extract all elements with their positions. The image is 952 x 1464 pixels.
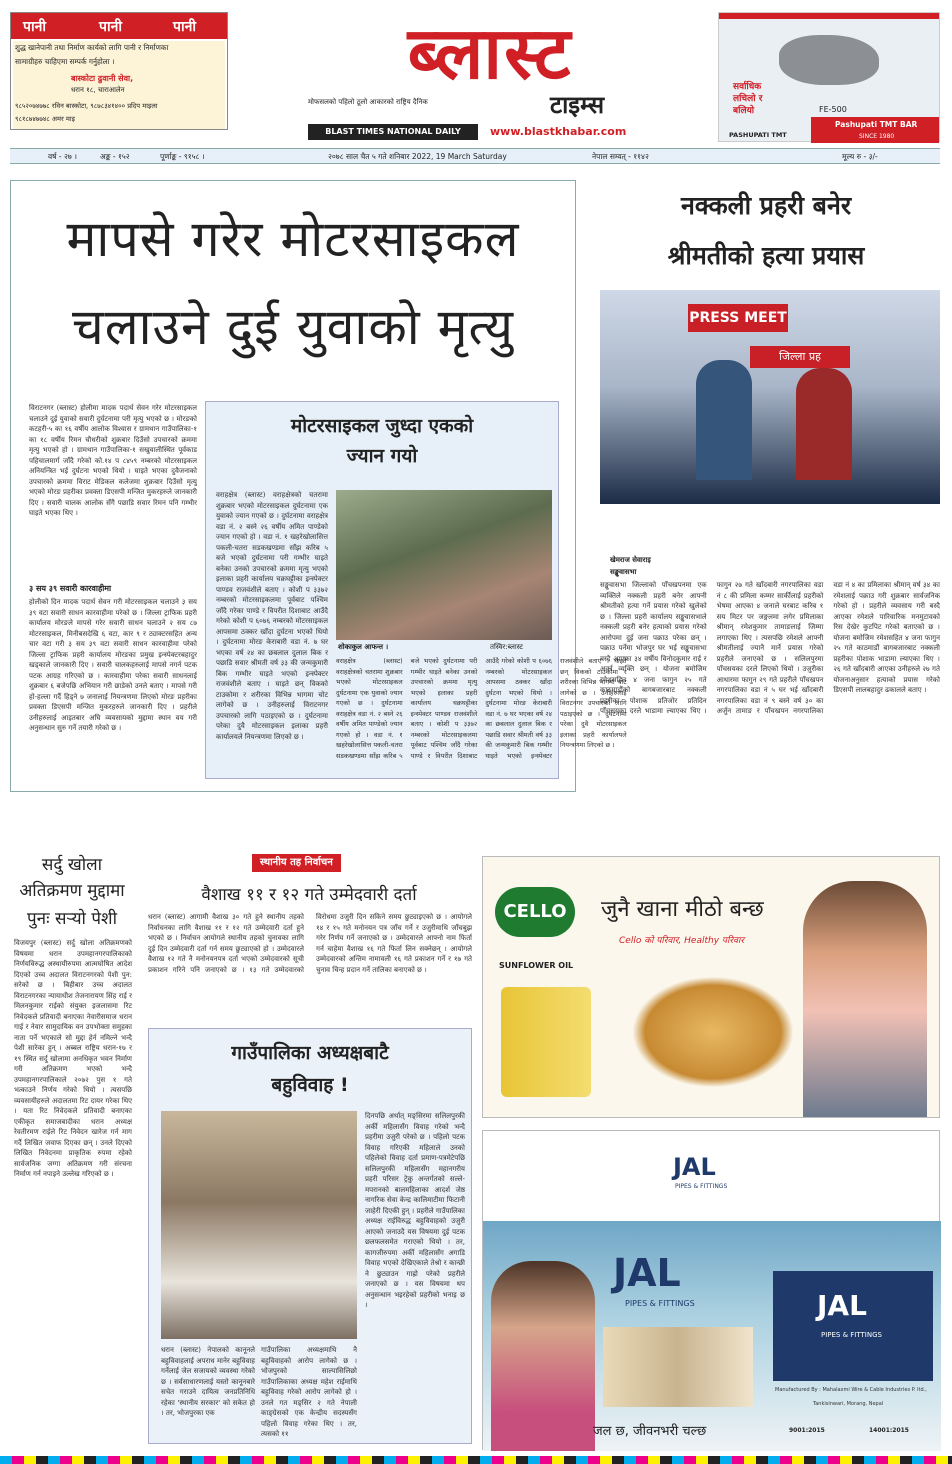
ad-since: SINCE 1980: [859, 133, 895, 140]
ad-company-name: बास्कोटा ढुवानी सेवा,: [71, 74, 134, 83]
pipes-image: [603, 1327, 753, 1407]
jal-advert[interactable]: [482, 1130, 940, 1450]
cello-advert[interactable]: [482, 856, 940, 1118]
total-issue: पूर्णाङ्क - ९१५८ ।: [160, 152, 205, 161]
gaupalika-body-right: दिनपछि अर्थात् मङ्सिरमा सलिलपुरकी अर्की महिलासँग विवाह गरेको भन्दै प्रहरीमा उजुरी परेको छ । पहिलो पटक विवाह गरिएकी महिलाले उनको पहिलेको विवाह दर्ता प्रमाण-पत्रमेटेपछि सलिलपुरकी महिलासँग महानगरीय प्रहरी परिसर ट्रेकु अन्तर्गतको सल्ले-मपरानको बालमहिलाका आदर्श जेष्ठ नागरिक सेवा केन्द्र कालिमाटीमा फिटानी जाहेरी दिएकी हुन् । प्रहरीले गाउँपालिका अध्यक्ष राईविरुद्ध बहुविवाहको उजुरी आएको जनाउदै यस विषयमा दुई पटक छलफलसमेत गराएको थियो । तर, कागजीरुपमा अर्की महिलासँग अगाडि विवाह भएको देखिएकाले तेश्रो र कान्छी ने छुट्याउन गाह्रो परेको प्रहरीले जनाएको छ । यस विषयमा थप अनुसन्धान भइरहेको प्रहरीको भनाइ छ ।: [365, 1112, 465, 1309]
cello-logo: CELLO: [495, 887, 575, 937]
right-advert[interactable]: [718, 12, 940, 142]
gaupalika-headline-2[interactable]: बहुविवाह !: [271, 1074, 349, 1096]
inset-body-col-1: वराहक्षेत्र (ब्लास्ट) वराहक्षेत्रको चतरामा शुक्रबार भएको मोटरसाइकल दुर्घटनामा एक युवाको ज्यान गएको छ । दुर्घटनामा वराहक्षेत्र वडा नं. २ बस्ने २६ वर्षीय अमित पाण्डेको ज्यान गएको हो । वडा नं. १ खहरेखोलासित्त पकली-चतरा सडकखण्डमा साँझ करिब ५ बजे भएको दुर्घटनामा परी गम्भीर घाइते बनेका उनको उपचारको क्रममा मृत्यु भएको इलाका प्रहरी कार्यालय चक्रघट्टीका इन्स्पेक्टर पाण्डव राजवंशीले बताए । कोशी प ३३७२ नम्बरको मोटरसाइकलमा पूर्वबाट पश्चिम जाँदै गरेका पाण्डे र विपरीत दिशाबाट आउँदै गरेको कोशी प ६०७६ नम्बरको मोटरसाइकल आपसमा ठक्कर खाँदा दुर्घटना भएको थियो । दुर्घटनामा मोरङ केराबारी वडा नं. ७ घर भएका वर्ष २४ का छबलाल दुलाल बिक र पछाडि सवार श्रीमती वर्ष ३३ की जन्मकुमारी बिक गम्भीर घाइते भएको इन्स्पेक्टर राजवंशीले बताए । घाइते छन् विकको टाउकोमा र शरीरका विभिन्न भागमा चोट लागेको छ । उनीहरुलाई विराटनगर उपचारको लागि पठाइएको छ । दुर्घटनामा परेका दुवै मोटरसाइकल इलाका प्रहरी कार्यालयले नियन्त्रणमा लिएको छ ।: [216, 491, 328, 741]
ad-phones-2: ९८१८७४७७४८ अमर माइ: [15, 115, 75, 123]
ad-line-1: शुद्ध खानेपानी तथा निर्माण कार्यको लागि पानी र निर्माणका: [15, 43, 169, 52]
masthead-logo[interactable]: ब्लास्ट: [407, 10, 573, 95]
masthead-website[interactable]: www.blastkhabar.com: [490, 125, 627, 138]
police-story: [592, 180, 940, 792]
election-tag: स्थानीय तह निर्वाचन: [252, 854, 341, 872]
sardu-headline-1[interactable]: सर्दु खोला: [41, 855, 103, 875]
ad-brand-2: Pashupati TMT BAR: [835, 120, 918, 129]
inset-headline-2[interactable]: ज्यान गयो: [346, 445, 418, 467]
ad-grade: FE-500: [819, 105, 847, 114]
lead-headline-line-1[interactable]: मापसे गरेर मोटरसाइकल: [66, 210, 520, 268]
inset-headline-1[interactable]: मोटरसाइकल जुध्दा एकको: [290, 415, 474, 437]
gaupalika-story: [148, 1028, 472, 1444]
boy-image: [803, 881, 927, 1117]
police-headline-2[interactable]: श्रीमतीको हत्या प्रयास: [667, 241, 865, 270]
sardu-body: विजयपुर (ब्लास्ट) सर्दु खोला अतिक्रमणको विषयमा धरान उपमहानगरपालिकाको निर्णयविरुद्ध अस्थायीरुपमा आत्मघोषित आदेश दिएको उच्च अदालत विराटनगरको पेशी पुन: सरेको छ । बिहीबार उच्च अदालत विराटनगरका न्यायाधीश तेजनारायण सिंह राई र मिलनकुमार राईको संयुक्त इजलासमा रिट निवेदकले प्रतिवादी बनाएका नेवारीसमाज धरान गाई र नेवार सामुदायिक वन उपभोक्ता समुहका नाता पर्ने भएकाले सो मुद्दा हेर्न नमिल्ने भन्दै पेशी सारेका हुन् । अब्बल राष्ट्रिय धरान-१७ र १९ स्थित सर्दु खोलामा अनधिकृत भवन निर्माण गरी अतिक्रमण भएको भन्दै उपमहानगरपालिकाले २०७२ पुस १ गते भत्काउने निर्णय गरेको थियो । त्यसपछि व्यवसायीहरुले अदालतमा रिट दायर गरेका थिए । यता रिट निवेदकले प्रतिवादी बनाएका एकीकृत समाजबादीका धरान अध्यक्ष रेवतीरमण राईले रिट निवेदन खारेज गर्न माग गर्दै लिखित जवाफ दिएका छन् । उनले दिएको लिखित निवेदनमा प्राकृतिक रुपमा रहेको सार्वजनिक जग्गा अतिक्रमण गरी संरचना निर्माण गर्न नपाइने उल्लेख गरिएको छ ।: [14, 939, 132, 1178]
left-advert[interactable]: [10, 12, 228, 130]
jal-side-panel: [773, 1271, 933, 1381]
masthead-english-name: BLAST TIMES NATIONAL DAILY: [308, 124, 478, 140]
noodle-bowl: [633, 977, 793, 1087]
masthead: [300, 8, 680, 148]
jal-top-logo: JAL: [673, 1153, 716, 1181]
press-banner: PRESS MEET: [688, 304, 788, 332]
elephant-image: [779, 35, 879, 85]
iso-badge-1: 9001:2015: [789, 1427, 825, 1434]
price: मूल्य रु - ३/-: [842, 152, 878, 161]
volume: वर्ष - २७ ।: [48, 152, 78, 161]
man-2: [796, 368, 852, 480]
sardu-headline-2[interactable]: अतिक्रमण मुद्दामा: [19, 881, 125, 901]
gaupalika-body-left: धरान (ब्लास्ट) नेपालको कानूनले बहुविवाहलाई अपराध मानेर बहुविवाह गर्नेलाई जेल सजायको व्यवस्था गरेको छ । सर्वसाधारणलाई यस्तो कानूनबारे सचेत गराउने दायित्व जनप्रतिनिधि रहेका 'स्थानीय सरकार' को सकेत हो । तर, भोजपुरका एक: [161, 1346, 255, 1417]
photo-credit: तस्विर:ब्लास्ट: [490, 643, 523, 651]
jal-big-sub: PIPES & FITTINGS: [625, 1299, 695, 1308]
cello-product: SUNFLOWER OIL: [499, 961, 574, 970]
iso-badge-2: 14001:2015: [869, 1427, 909, 1434]
masthead-sublogo: टाइम्स: [550, 91, 605, 119]
woman-image: [491, 1261, 595, 1451]
jal-address: Tankisinwari, Morang, Nepal: [813, 1401, 884, 1407]
election-body: धरान (ब्लास्ट) आगामी वैशाख ३० गते हुने स्थानीय तहको निर्वाचनका लागि वैशाख ११ र १२ गते उम्मेदवारी दर्ता हुने भएको छ । निर्वाचन आयोगले स्थानीय तहको चुनावका लागि दुई दिन उम्मेदवारी दर्ता गर्न समय छुट्याएको हो । उम्मेदवारले वैशाख १२ गते नै मनोनयनपत्र दर्ता भएको उम्मेदवारको सूची प्रकाशन गरिने पनि जनाएको छ । १३ गते उम्मेदवारको विरोधमा उजुरी दिन सकिने समय छुट्याइएको छ । आयोगले १४ र १५ गते मनोनयन पत्र जाँच गर्ने र उजुरीमाथि जाँचबुझ गरेर निर्णय गर्ने जनाएको छ । उम्मेदवारले आफ्नो नाम फिर्ता गर्न चाहेमा वैशाख १६ गते फिर्ता लिन सक्नेछन् । आयोगले उम्मेदवारको अन्तिम नामावली १६ गते प्रकाशन गर्ने र १७ गते चुनाव चिन्ह प्रदान गर्ने तालिका बनाएको छ ।: [148, 913, 472, 974]
sardu-story: [10, 852, 134, 1452]
inset-body-col-2: वराहक्षेत्र (ब्लास्ट) वराहक्षेत्रको चतरामा शुक्रबार भएको मोटरसाइकल दुर्घटनामा एक युवाको ज्यान गएको छ । दुर्घटनामा वराहक्षेत्र वडा नं. २ बस्ने २६ वर्षीय अमित पाण्डेको ज्यान गएको हो । वडा नं. १ खहरेखोलासित्त पकली-चतरा सडकखण्डमा साँझ करिब ५ बजे भएको दुर्घटनामा परी गम्भीर घाइते बनेका उनको उपचारको क्रममा मृत्यु भएको इलाका प्रहरी कार्यालय चक्रघट्टीका इन्स्पेक्टर पाण्डव राजवंशीले बताए । कोशी प ३३७२ नम्बरको मोटरसाइकलमा पूर्वबाट पश्चिम जाँदै गरेका पाण्डे र विपरीत दिशाबाट आउँदै गरेको कोशी प ६०७६ नम्बरको मोटरसाइकल आपसमा ठक्कर खाँदा दुर्घटना भएको थियो । दुर्घटनामा मोरङ केराबारी वडा नं. ७ घर भएका वर्ष २४ का छबलाल दुलाल बिक र पछाडि सवार श्रीमती वर्ष ३३ की जन्मकुमारी बिक गम्भीर घाइते भएको इन्स्पेक्टर राजवंशीले बताए । घाइते छन् विकको टाउकोमा र शरीरका विभिन्न भागमा चोट लागेको छ । उनीहरुलाई विराटनगर उपचारको लागि पठाइएको छ । दुर्घटनामा परेका दुवै मोटरसाइकल इलाका प्रहरी कार्यालयले नियन्त्रणमा लिएको छ ।: [336, 657, 627, 760]
jal-side-sub: PIPES & FITTINGS: [821, 1331, 882, 1339]
photo-caption: शोकाकुल आफन्त ।: [338, 643, 389, 651]
ad-tab-1: पानी: [23, 19, 46, 35]
lead-body-2: होलीको दिन मादक पदार्थ सेवन गरी मोटरसाइकल चलाउने ३ सय ३९ वटा सवारी साधन कारवाहीमा परेको छ । जिल्ला ट्राफिक प्रहरी कार्यालय मोरङले मापसे गरेर सवारी साधन चलाउने २ सय ८७ मोटरसाइकल, मिनीबसदेखि ६ वटा, कार ९ र ट्याक्टरसहित अन्य चार वटा गरी ३ सय ३९ वटा सवारी साधन कारवाहीमा परेको जिल्ला ट्राफिक प्रहरी कार्यालय मोरङका प्रमुख इन्स्पेक्टरबहादुर खड्काले जानकारी दिए । सवारी चालकहरुलाई मापसे नगर्न पटक पटक आग्रह गरिएको छ । कारवाहीमा परेका सवारी साधनलाई शुक्रबार ६ बजेपछि अभियान गरी छाडेको उनले बताए । मापसे गरी हो-हल्ला गर्दै हिड्ने ७ जनालाई नियन्त्रणमा लिएको मोरङ प्रहरीका प्रवक्ता डिएसपी मन्जित मुकरहरुले जानकारी दिए । प्रहरीले उनीहरुलाई आइतबार अघि व्यवसायको मुद्दामा स्थान वय गरी अनुसन्धान सुरु गर्ने तयारी गरेको छ ।: [29, 598, 197, 732]
accident-photo: [336, 490, 552, 640]
jal-manufacturer: Manufactured By : Mahalaxmi Wire & Cable Industries P. ltd.,: [775, 1387, 927, 1393]
press-photo: [600, 290, 940, 504]
oil-bottles: [501, 987, 591, 1097]
man-1: [696, 360, 752, 480]
ad-text-1: सर्वाधिक: [733, 82, 762, 92]
ad-address: धरान १८, चाराआलेन: [71, 86, 125, 94]
jal-side-logo: JAL: [817, 1289, 867, 1322]
registration-bar: [0, 1456, 952, 1464]
gaupalika-headline-1[interactable]: गाउँपालिका अध्यक्षबाटै: [231, 1042, 389, 1064]
issue: अङ्क - १५२: [100, 152, 130, 161]
masthead-tagline: मोफसलको पहिलो ठूलो आकारको राष्ट्रिय दैनिक: [308, 98, 428, 106]
ad-tab-3: पानी: [173, 19, 196, 35]
date: २०७८ साल चैत ५ गते शनिबार 2022, 19 March Saturday: [328, 152, 507, 161]
ad-tab-2: पानी: [99, 19, 122, 35]
ad-text-2: लचिलो र: [733, 94, 763, 104]
lead-subhead: ३ सय ३९ सवारी कारवाहीमा: [29, 584, 112, 593]
cello-slogan: जुनै खाना मीठो बन्छ: [601, 897, 764, 922]
ad-text-3: बलियो: [733, 106, 755, 116]
wedding-photo: [161, 1111, 357, 1339]
ad-brand-1: PASHUPATI TMT: [729, 131, 787, 139]
ad-line-2: सामाग्रीहरु चाहिएमा सम्पर्क गर्नुहोला ।: [15, 57, 115, 66]
byline-2: सङ्खुवासभा: [610, 568, 637, 576]
press-board: जिल्ला प्रह: [750, 346, 850, 368]
cello-tagline: Cello को परिवार, Healthy परिवार: [619, 936, 745, 946]
police-body: सङ्खुवासभा जिल्लाको पाँचखपनमा एक व्यक्तिले नक्कली प्रहरी बनेर आफ्नी श्रीमतीको हत्या गर्ने प्रयास गरेको खुलेको छ । जिल्ला प्रहरी कार्यालय सङ्खुवासभाले नक्कली प्रहरी बनेर हत्याको प्रयास गरेको आरोपमा दुई जना पक्राउ परेका छन् । पक्राउ पर्नेमा भोजपुर घर भई सङ्खुवासभा बस्दै आएका ३४ वर्षीय विनोदकुमार राई र अर्का व्यक्ति छन् । योजना बमोजिम रमेशसहित ४ जना फागुन २५ गते काठमाडौंको बागबजारबाट नक्कली प्रहरीका पोशाक प्रतिजोर प्रतिदिन पाँचसयका दरले भाडामा ल्याएका थिए । फागुन २७ गते खाँदबारी नगरपालिका वडा नं ८ की प्रमिला कम्मर सार्कीलाई प्रहरीको भेषमा आएका ४ जनाले घरबाट करिब १ सय मिटर पर जङ्गलमा लगेर प्रमिलाका श्रीमान् रमेशकुमार तामाङलाई जिम्मा लगाएका थिए । त्यसपछि रमेशले आफ्नी श्रीमतीलाई ज्यानै मार्ने प्रयास गरेको प्रहरीले जनाएको छ । सलिलपुरमा पाँचसयका दरले लिएको थियो । उजुरीका आधारमा फागुन २९ गते प्रहरीले पाँचखपन नगरपालिका वडा नं ५ घर भई खाँदबारी नगरपालिका वडा नं ९ बस्ने वर्ष ३० का अर्जुन तामाङ र पाँचखपन नगरपालिका वडा नं ४ का प्रमिलाका श्रीमान् वर्ष ३४ का रमेशलाई पक्राउ गरी शुक्रबार सार्वजनिक गरेको हो । प्रहरीले व्यवसाय गरी बस्दै आएका रमेशले पारिवारिक मनमुटावको रिस देखेर कुटपिट गरेको बताएको छ । योजना बमोजिम रमेशसहित ४ जना फागुन २५ गते काठमाडौं बागबजारबाट नक्कली प्रहरीका पोशाक भाडामा ल्याएका थिए । २६ गते खाँदबारी आएका उनीहरुले २७ गते योजनाअनुसार हत्याको प्रयास गरेको डिएसपी लालबहादुर ढकालले बताए ।: [600, 581, 940, 715]
jal-big-logo: JAL: [613, 1251, 681, 1295]
byline-1: खेमराज सेवाराइ: [610, 556, 651, 564]
jal-top-sub: PIPES & FITTINGS: [675, 1183, 728, 1190]
nepal-era: नेपाल सम्वत् - ११४२: [592, 152, 649, 161]
lead-headline-line-2[interactable]: चलाउने दुई युवाको मृत्यु: [71, 298, 515, 356]
election-headline[interactable]: वैशाख ११ र १२ गते उम्मेदवारी दर्ता: [201, 885, 417, 905]
lead-body: विराटनगर (ब्लास्ट) होलीमा मादक पदार्थ सेवन गरेर मोटरसाइकल चलाउने दुई युवाको सवारी दुर्घटनामा परी मृत्यु भएको छ । मोरङको कटहरी-५ का १६ वर्षीय आलोक विश्वास र ग्रामथान गाउँपालिका-१ का १८ वर्षीय रिमन चौधरीको शुक्रबार दिउँसो उपचारको क्रममा मृत्यु भएको हो । ग्रामथान गाउँपालिका-१ सखुवालीस्थित पूर्वकाड पहिचालमार्ग जाँदै गरेको को.१४ प ८४५९ नम्बरको मोटरसाइकल अनियन्त्रित भई दुर्घटना भएको थियो । घाइते भएका दुवैजनाको उपचारको क्रममा विराट मेडिकल कलेजमा शुक्रबार दिउँसो मृत्यु भएको मोरङ प्रहरीका प्रवक्ता डिएसपी मन्जित मुकरहरुले जानकारी दिए । सवारी चालक आलोक सँगै पछाडि सवार रिमन पनि गम्भीर घाइते भएका थिए ।: [29, 404, 197, 517]
sardu-headline-3[interactable]: पुनः सऱ्यो पेशी: [27, 909, 117, 929]
ad-phones-1: ९८५२०७४७७८ रविन बास्कोटा, ९८७८३४१४०० प्रदिप माइला: [15, 102, 158, 110]
jal-slogan: जल छ, जीवनभरी चल्छ: [593, 1424, 707, 1439]
info-bar: [10, 148, 940, 164]
election-story: [144, 852, 474, 1022]
police-headline-1[interactable]: नक्कली प्रहरी बनेर: [680, 191, 852, 220]
gaupalika-body-mid: गाउँपालिका अध्यक्षमाथि नै बहुविवाहको आरोप लागेको छ । भोजपुरको साल्पासिलिछो गाउँपालिकाका अध्यक्ष महेश राईमाथि बहुविवाह गरेको आरोप लागेको हो । उनले गत मङ्सिर २ गते नेपाली काङ्ग्रेसको एक केन्द्रीय सदस्यसँग पहिलो विवाह गरेका थिए । तर, त्यसको ११: [261, 1346, 357, 1438]
